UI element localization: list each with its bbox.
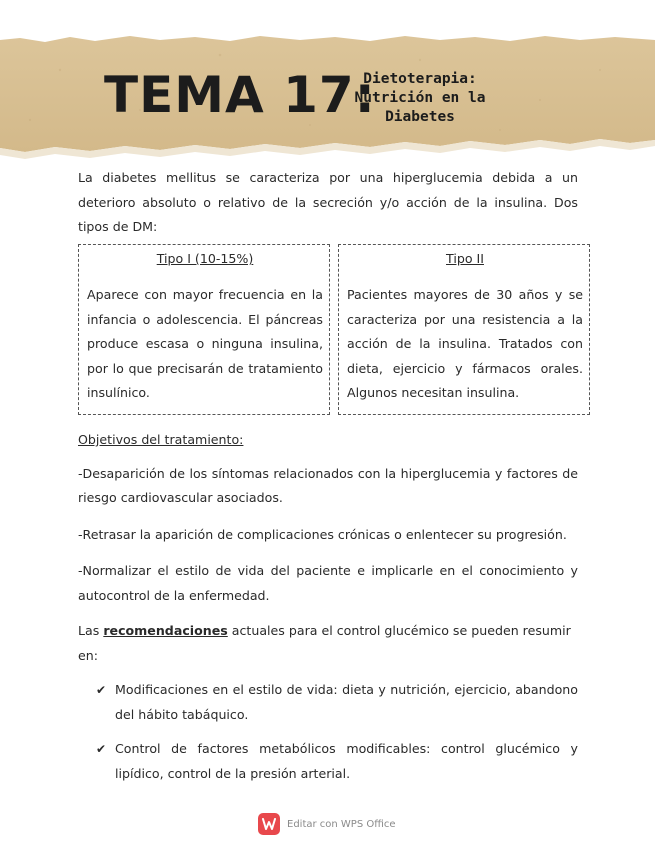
type-1-box xyxy=(78,244,330,415)
objective-item: -Retrasar la aparición de complicaciones crónicas o enlentecer su progresión. xyxy=(78,526,567,542)
objectives-section xyxy=(78,428,578,620)
recommendation-item xyxy=(78,737,578,786)
subtitle-line: Nutrición en la xyxy=(354,90,486,106)
recommendations-section xyxy=(78,619,578,796)
page-title: TEMA 17: xyxy=(104,66,376,124)
recommendations-intro-before: Las xyxy=(78,623,104,638)
type-1-text: Aparece con mayor frecuencia en la infancia o adolescencia. El páncreas produce escasa o ninguna insulina, por lo que precisarán de tratamiento insulínico. xyxy=(87,287,323,400)
type-2-title: Tipo II xyxy=(446,251,484,266)
subtitle-line: Diabetes xyxy=(385,109,455,125)
type-2-box xyxy=(338,244,590,415)
checkmark-icon: ✔ xyxy=(96,683,107,697)
recommendations-intro xyxy=(78,619,578,668)
wps-edit-link[interactable]: Editar con WPS Office xyxy=(287,818,396,830)
objectives-heading: Objetivos del tratamiento: xyxy=(78,432,244,447)
wps-footer[interactable] xyxy=(258,812,396,836)
recommendation-text: Control de factores metabólicos modificables: control glucémico y lipídico, control de la presión arterial. xyxy=(115,741,578,781)
diabetes-types xyxy=(78,244,590,417)
recommendation-item xyxy=(78,678,578,727)
page-subtitle xyxy=(340,70,500,127)
recommendations-keyword: recomendaciones xyxy=(103,623,228,638)
objective-item: -Desaparición de los síntomas relacionados con la hiperglucemia y factores de riesgo cardiovascular asociados. xyxy=(78,465,578,505)
wps-w-glyph xyxy=(262,818,276,830)
type-2-text: Pacientes mayores de 30 años y se caracteriza por una resistencia a la acción de la insulina. Tratados con dieta, ejercicio y fármacos orales. Algunos necesitan insulina. xyxy=(347,287,583,400)
objective-item: -Normalizar el estilo de vida del paciente e implicarle en el conocimiento y autocontrol de la enfermedad. xyxy=(78,563,578,603)
wps-logo-icon xyxy=(258,813,280,835)
recommendations-intro-after: actuales para el control glucémico se pueden resumir en: xyxy=(78,623,571,663)
recommendation-text: Modificaciones en el estilo de vida: dieta y nutrición, ejercicio, abandono del hábito tabáquico. xyxy=(115,682,578,722)
subtitle-line: Dietoterapia: xyxy=(363,71,477,87)
checkmark-icon: ✔ xyxy=(96,742,107,756)
type-1-title: Tipo I (10-15%) xyxy=(156,251,254,266)
intro-paragraph: La diabetes mellitus se caracteriza por una hiperglucemia debida a un deterioro absoluto o relativo de la secreción y/o acción de la insulina. Dos tipos de DM: xyxy=(78,170,578,234)
header-banner xyxy=(0,0,655,165)
intro-section xyxy=(78,166,578,240)
